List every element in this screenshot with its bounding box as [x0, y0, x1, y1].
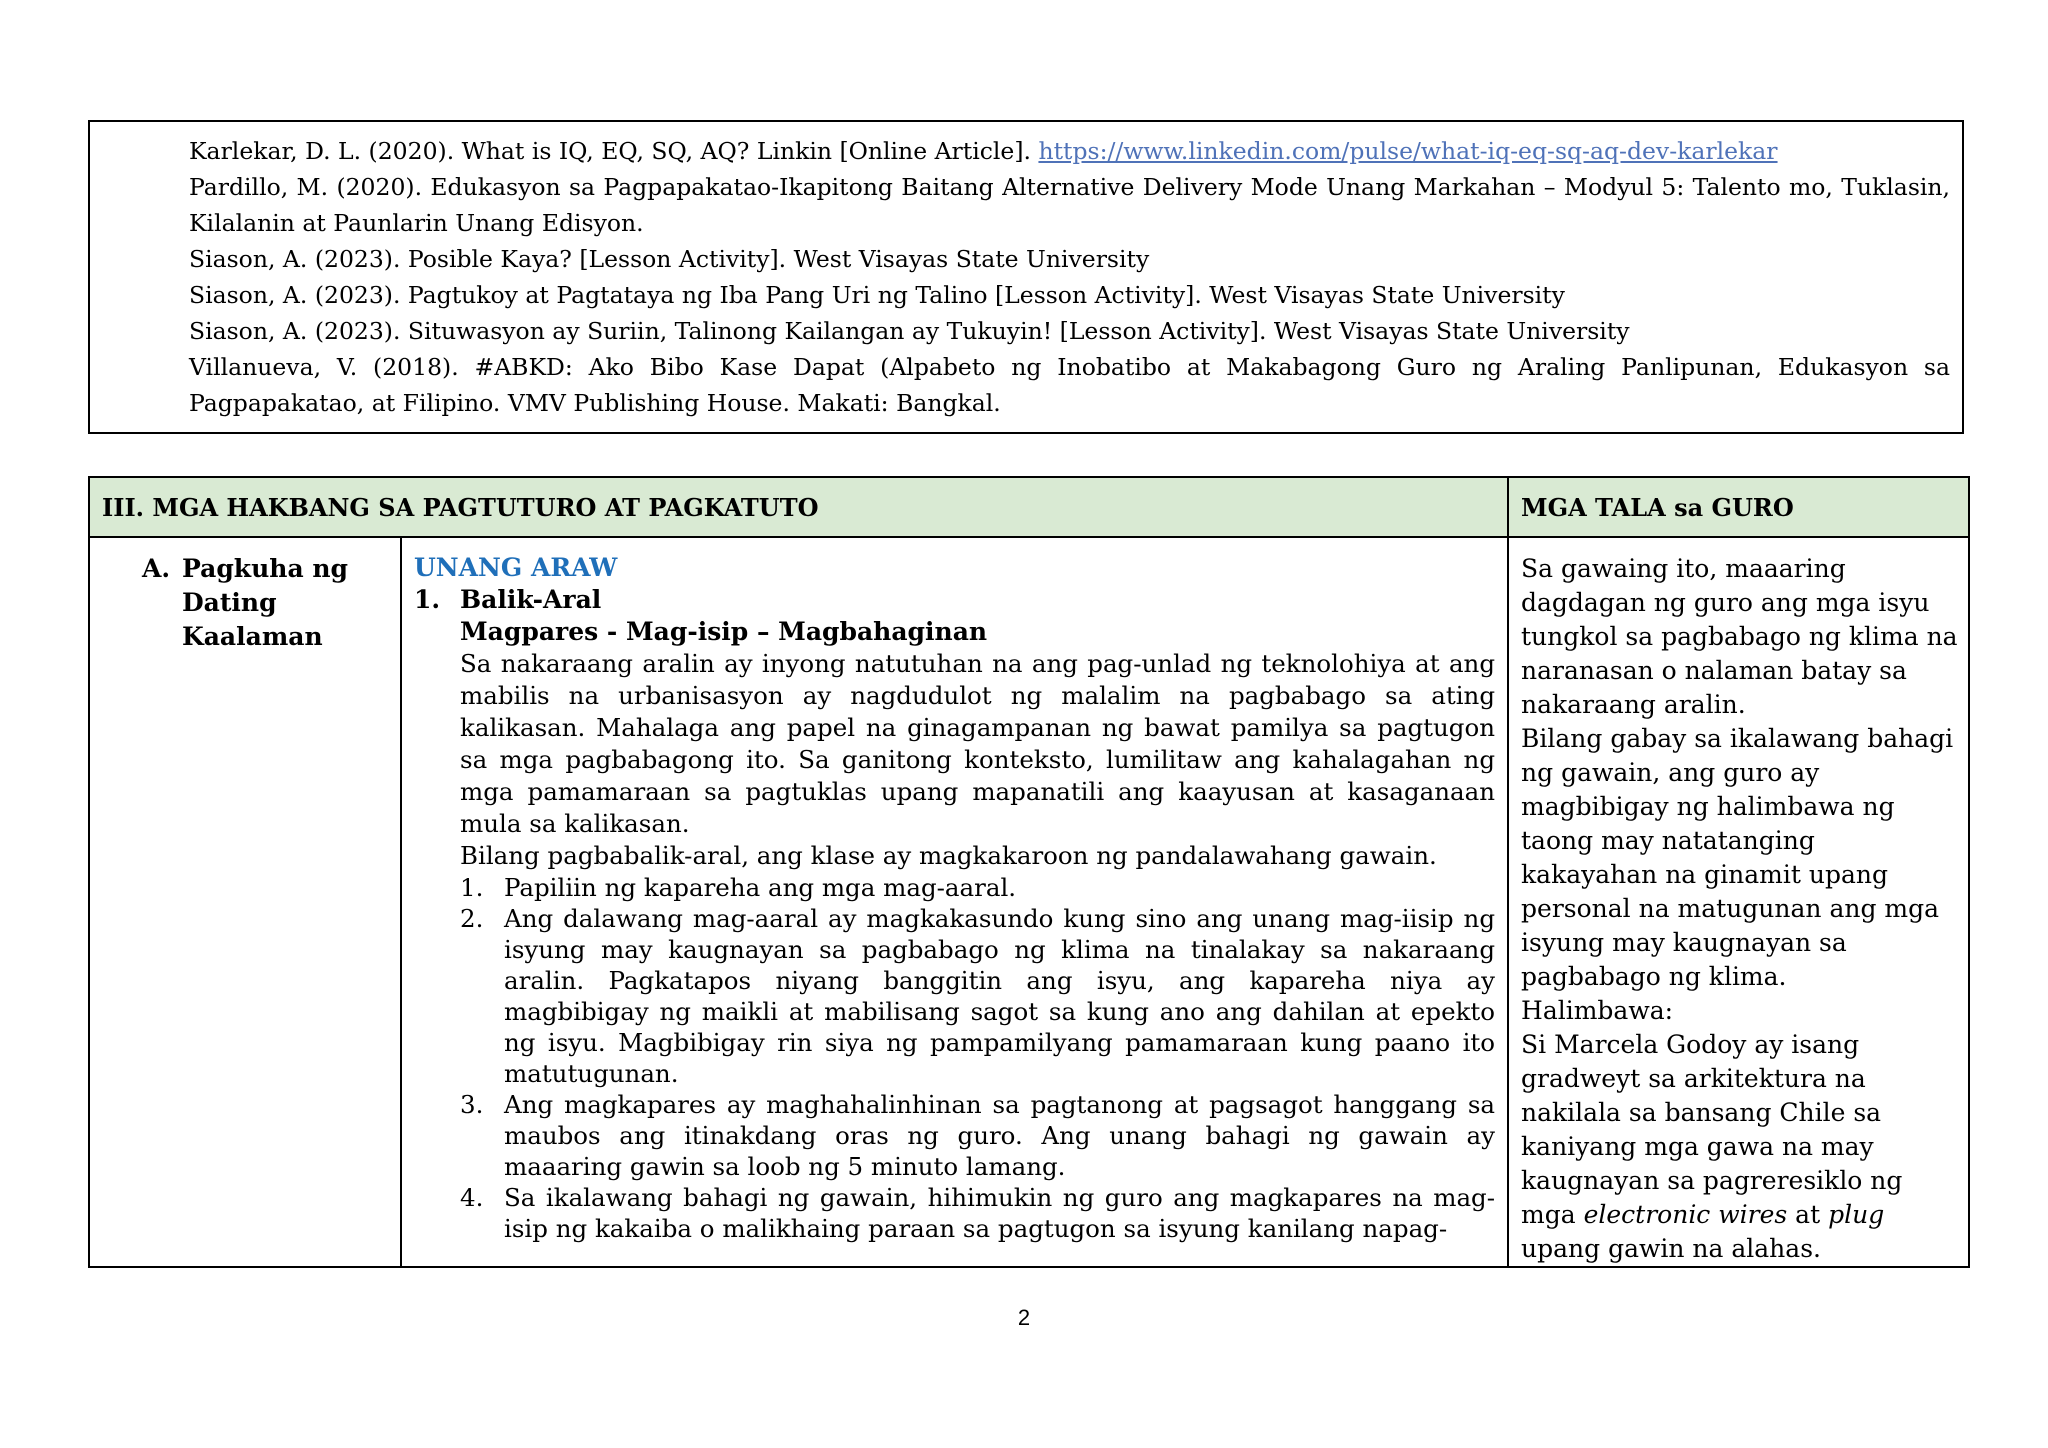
part-title: Pagkuha ng Dating Kaalaman	[182, 554, 349, 651]
list-item	[460, 1182, 1495, 1244]
references-box	[88, 120, 1964, 434]
table-row	[89, 537, 1969, 1267]
item-marker: 4.	[460, 1183, 484, 1212]
item-marker: 2.	[460, 904, 484, 933]
section-header: III. MGA HAKBANG SA PAGTUTURO AT PAGKATUTO	[89, 477, 1508, 537]
reference-item: Villanueva, V. (2018). #ABKD: Ako Bibo Kase Dapat (Alpabeto ng Inobatibo at Makabagong Guro ng Araling Panlipunan, Edukasyon sa Pagpapakatao, at Filipino. VMV Publishing House. Makati: Bangkal.	[189, 353, 1950, 417]
list-item	[460, 903, 1495, 1089]
note-text: upang gawin na alahas.	[1521, 1234, 1821, 1263]
page-number: 2	[1017, 1305, 1031, 1330]
note-text: at	[1787, 1200, 1829, 1229]
reference-item: Siason, A. (2023). Pagtukoy at Pagtataya ng Iba Pang Uri ng Talino [Lesson Activity]. West Visayas State University	[189, 281, 1565, 309]
reference-link[interactable]: https://www.linkedin.com/pulse/what-iq-eq-sq-aq-dev-karlekar	[1038, 137, 1778, 165]
item-marker: 3.	[460, 1090, 484, 1119]
note-text: Si Marcela Godoy ay isang gradweyt sa arkitektura na nakilala sa bansang Chile sa kaniyang mga gawa na may kaugnayan sa pagreresiklo ng mga	[1521, 1030, 1903, 1229]
teacher-notes-cell	[1508, 537, 1969, 1267]
reference-item: Siason, A. (2023). Situwasyon ay Suriin, Talinong Kailangan ay Tukuyin! [Lesson Activity]. West Visayas State University	[189, 317, 1630, 345]
list-item	[460, 872, 1495, 903]
step-marker: 1.	[414, 585, 441, 614]
item-text: Papiliin ng kapareha ang mga mag-aaral.	[504, 873, 1017, 902]
day-title: UNANG ARAW	[414, 553, 618, 582]
step-heading	[414, 584, 1495, 616]
note-paragraph	[1521, 1028, 1958, 1266]
activity-cell	[401, 537, 1508, 1267]
step-title: Balik-Aral	[460, 585, 602, 614]
notes-header: MGA TALA sa GURO	[1508, 477, 1969, 537]
lesson-procedure-table	[88, 476, 1970, 1268]
reference-item	[189, 133, 1950, 169]
intro-paragraph: Sa nakaraang aralin ay inyong natutuhan na ang pag-unlad ng teknolohiya at ang mabilis na urbanisasyon ay nagdudulot ng malalim na pagbabago sa ating kalikasan. Mahalaga ang papel na ginagampanan ng bawat pamilya sa pagtugon sa mga pagbabagong ito. Sa ganitong konteksto, lumilitaw ang kahalagahan ng mga pamamaraan sa pagtuklas upang mapanatili ang kaayusan at kasaganaan mula sa kalikasan.	[460, 649, 1496, 838]
part-cell	[89, 537, 401, 1267]
reference-item: Siason, A. (2023). Posible Kaya? [Lesson Activity]. West Visayas State University	[189, 245, 1150, 273]
item-marker: 1.	[460, 873, 484, 902]
item-text: Ang dalawang mag-aaral ay magkakasundo kung sino ang unang mag-iisip ng isyung may kaugnayan sa pagbabago ng klima na tinalakay sa nakaraang aralin. Pagkatapos niyang banggitin ang isyu, ang kapareha niya ay magbibigay ng maikli at mabilisang sagot sa kung ano ang dahilan at epekto ng isyu. Magbibigay rin siya ng pampamilyang pamamaraan kung paano ito matutugunan.	[504, 904, 1496, 1088]
activity-title: Magpares - Mag-isip – Magbahaginan	[460, 617, 988, 646]
note-paragraph: Halimbawa:	[1521, 996, 1674, 1025]
note-paragraph: Sa gawaing ito, maaaring dagdagan ng guro ang mga isyu tungkol sa pagbabago ng klima na naranasan o nalaman batay sa nakaraang aralin.	[1521, 554, 1958, 719]
item-text: Sa ikalawang bahagi ng gawain, hihimukin ng guro ang magkapares na mag-isip ng kakaiba o malikhaing paraan sa pagtugon sa isyung kanilang napag-	[504, 1183, 1496, 1243]
table-header-row	[89, 477, 1969, 537]
task-list	[414, 872, 1495, 1244]
reference-text: Karlekar, D. L. (2020). What is IQ, EQ, SQ, AQ? Linkin [Online Article].	[189, 137, 1039, 165]
part-marker: A.	[142, 554, 171, 583]
note-emphasis: electronic wires	[1583, 1200, 1788, 1229]
list-item	[460, 1089, 1495, 1182]
note-paragraph: Bilang gabay sa ikalawang bahagi ng gawain, ang guro ay magbibigay ng halimbawa ng taong may natatanging kakayahan na ginamit upang personal na matugunan ang mga isyung may kaugnayan sa pagbabago ng klima.	[1521, 724, 1954, 991]
note-emphasis: plug	[1828, 1200, 1885, 1229]
reference-item: Pardillo, M. (2020). Edukasyon sa Pagpapakatao-Ikapitong Baitang Alternative Delivery Mode Unang Markahan – Modyul 5: Talento mo, Tuklasin, Kilalanin at Paunlarin Unang Edisyon.	[189, 173, 1950, 237]
item-text: Ang magkapares ay maghahalinhinan sa pagtanong at pagsagot hanggang sa maubos ang itinakdang oras ng guro. Ang unang bahagi ng gawain ay maaaring gawin sa loob ng 5 minuto lamang.	[504, 1090, 1496, 1181]
part-heading	[142, 552, 392, 654]
review-paragraph: Bilang pagbabalik-aral, ang klase ay magkakaroon ng pandalawahang gawain.	[460, 841, 1437, 870]
